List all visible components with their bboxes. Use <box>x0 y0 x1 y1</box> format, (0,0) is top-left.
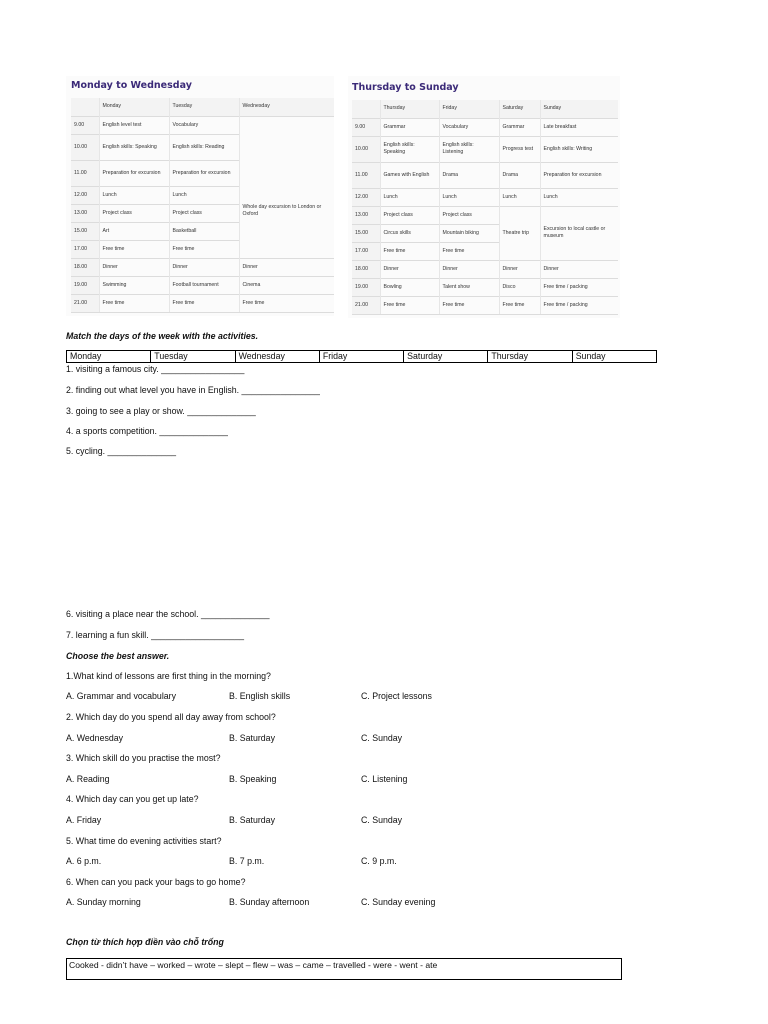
question-text: 4. Which day can you get up late? <box>66 794 199 804</box>
day-cell: Tuesday <box>151 351 235 363</box>
match-item: 6. visiting a place near the school. ______________ <box>66 609 270 619</box>
activity-cell: Dinner <box>380 260 439 278</box>
option-c: C. Sunday evening <box>361 897 436 907</box>
question-text: 5. What time do evening activities start? <box>66 836 222 846</box>
header-cell <box>352 100 380 118</box>
option-a: A. Reading <box>66 774 110 784</box>
activity-cell: Bowling <box>380 278 439 296</box>
time-cell: 19.00 <box>71 276 99 294</box>
option-a: A. Sunday morning <box>66 897 141 907</box>
option-c: C. Project lessons <box>361 691 432 701</box>
schedule-thursday-sunday <box>348 76 620 318</box>
days-table <box>66 350 657 363</box>
time-cell: 19.00 <box>352 278 380 296</box>
activity-cell: Dinner <box>239 258 334 276</box>
day-cell: Sunday <box>572 351 656 363</box>
activity-cell: Dinner <box>169 258 239 276</box>
activity-cell: English skills: Listening <box>439 136 499 162</box>
header-cell: Tuesday <box>169 98 239 116</box>
day-cell: Friday <box>319 351 403 363</box>
time-cell: 21.00 <box>352 296 380 314</box>
day-cell: Wednesday <box>235 351 319 363</box>
match-item: 4. a sports competition. ______________ <box>66 426 228 436</box>
activity-cell: Talent show <box>439 278 499 296</box>
schedule-right-table <box>352 100 618 315</box>
option-b: B. Saturday <box>229 733 275 743</box>
activity-cell: Free time <box>169 240 239 258</box>
schedule-right-title: Thursday to Sunday <box>352 82 459 93</box>
time-cell: 15.00 <box>352 224 380 242</box>
activity-cell: Project class <box>99 204 169 222</box>
activity-cell: Lunch <box>540 188 618 206</box>
activity-cell: Free time <box>439 242 499 260</box>
time-cell: 17.00 <box>352 242 380 260</box>
option-c: C. 9 p.m. <box>361 856 397 866</box>
activity-cell: Free time <box>380 296 439 314</box>
activity-cell: Lunch <box>99 186 169 204</box>
activity-cell: Dinner <box>540 260 618 278</box>
activity-cell: English skills: Speaking <box>380 136 439 162</box>
time-cell: 18.00 <box>352 260 380 278</box>
activity-cell: Dinner <box>99 258 169 276</box>
activity-cell: English skills: Speaking <box>99 134 169 160</box>
question-text: 3. Which skill do you practise the most? <box>66 753 221 763</box>
option-a: A. Friday <box>66 815 102 825</box>
time-cell: 10.00 <box>352 136 380 162</box>
activity-cell: English skills: Reading <box>169 134 239 160</box>
activity-cell: Vocabulary <box>169 116 239 134</box>
activity-cell: Lunch <box>169 186 239 204</box>
option-b: B. 7 p.m. <box>229 856 265 866</box>
activity-cell: Lunch <box>380 188 439 206</box>
header-cell: Monday <box>99 98 169 116</box>
match-item: 5. cycling. ______________ <box>66 446 177 456</box>
option-a: A. Grammar and vocabulary <box>66 691 177 701</box>
activity-cell: Grammar <box>380 118 439 136</box>
header-cell: Sunday <box>540 100 618 118</box>
schedule-monday-wednesday <box>66 76 334 316</box>
time-cell: 18.00 <box>71 258 99 276</box>
question-text: 1.What kind of lessons are first thing in the morning? <box>66 671 271 681</box>
header-cell: Saturday <box>499 100 540 118</box>
activity-cell: Progress test <box>499 136 540 162</box>
time-cell: 9.00 <box>71 116 99 134</box>
header-cell: Wednesday <box>239 98 334 116</box>
question-text: 2. Which day do you spend all day away from school? <box>66 712 276 722</box>
match-item: 3. going to see a play or show. ______________ <box>66 406 256 416</box>
time-cell: 9.00 <box>352 118 380 136</box>
activity-cell-merged: Theatre trip <box>499 206 540 260</box>
activity-cell: Free time <box>499 296 540 314</box>
option-c: C. Sunday <box>361 815 403 825</box>
option-b: B. Saturday <box>229 815 275 825</box>
header-cell: Friday <box>439 100 499 118</box>
match-item: 1. visiting a famous city. _________________ <box>66 364 245 374</box>
activity-cell: Free time <box>380 242 439 260</box>
activity-cell: Circus skills <box>380 224 439 242</box>
schedule-left-table <box>71 98 334 313</box>
activity-cell: English level test <box>99 116 169 134</box>
activity-cell: Disco <box>499 278 540 296</box>
option-c: C. Sunday <box>361 733 403 743</box>
match-item: 2. finding out what level you have in English. ________________ <box>66 385 320 395</box>
word-bank: Cooked - didn’t have – worked – wrote – slept – flew – was – came – travelled - were - went - ate <box>66 958 622 980</box>
activity-cell: Free time <box>439 296 499 314</box>
activity-cell: Free time <box>99 294 169 312</box>
activity-cell: Lunch <box>499 188 540 206</box>
activity-cell: Grammar <box>499 118 540 136</box>
activity-cell: Cinema <box>239 276 334 294</box>
activity-cell: English skills: Writing <box>540 136 618 162</box>
activity-cell: Games with English <box>380 162 439 188</box>
activity-cell: Drama <box>499 162 540 188</box>
activity-cell: Swimming <box>99 276 169 294</box>
header-cell: Thursday <box>380 100 439 118</box>
activity-cell: Basketball <box>169 222 239 240</box>
time-cell: 13.00 <box>71 204 99 222</box>
match-item: 7. learning a fun skill. ___________________ <box>66 630 245 640</box>
time-cell: 21.00 <box>71 294 99 312</box>
activity-cell-merged: Excursion to local castle or museum <box>540 206 618 260</box>
activity-cell: Free time / packing <box>540 278 618 296</box>
time-cell: 11.00 <box>352 162 380 188</box>
activity-cell: Preparation for excursion <box>99 160 169 186</box>
day-cell: Monday <box>67 351 151 363</box>
time-cell: 15.00 <box>71 222 99 240</box>
activity-cell: Free time / packing <box>540 296 618 314</box>
option-b: B. English skills <box>229 691 291 701</box>
header-cell <box>71 98 99 116</box>
option-a: A. Wednesday <box>66 733 124 743</box>
activity-cell: Free time <box>99 240 169 258</box>
match-heading: Match the days of the week with the activities. <box>66 331 259 341</box>
activity-cell: Dinner <box>439 260 499 278</box>
option-a: A. 6 p.m. <box>66 856 102 866</box>
activity-cell: Preparation for excursion <box>540 162 618 188</box>
schedule-left-title: Monday to Wednesday <box>71 80 192 91</box>
time-cell: 13.00 <box>352 206 380 224</box>
question-text: 6. When can you pack your bags to go home? <box>66 877 246 887</box>
activity-cell: Dinner <box>499 260 540 278</box>
time-cell: 12.00 <box>71 186 99 204</box>
activity-cell: Project class <box>380 206 439 224</box>
activity-cell: Free time <box>239 294 334 312</box>
activity-cell: Drama <box>439 162 499 188</box>
time-cell: 12.00 <box>352 188 380 206</box>
option-c: C. Listening <box>361 774 408 784</box>
activity-cell: Late breakfast <box>540 118 618 136</box>
activity-cell: Football tournament <box>169 276 239 294</box>
activity-cell: Project class <box>169 204 239 222</box>
activity-cell: Lunch <box>439 188 499 206</box>
choose-heading: Choose the best answer. <box>66 651 170 661</box>
activity-cell-merged: Whole day excursion to London or Oxford <box>239 116 334 258</box>
day-cell: Saturday <box>404 351 488 363</box>
time-cell: 17.00 <box>71 240 99 258</box>
time-cell: 11.00 <box>71 160 99 186</box>
activity-cell: Mountain biking <box>439 224 499 242</box>
day-cell: Thursday <box>488 351 572 363</box>
option-b: B. Speaking <box>229 774 277 784</box>
fill-heading: Chọn từ thích hợp điền vào chỗ trống <box>66 937 224 947</box>
activity-cell: Art <box>99 222 169 240</box>
activity-cell: Vocabulary <box>439 118 499 136</box>
option-b: B. Sunday afternoon <box>229 897 310 907</box>
time-cell: 10.00 <box>71 134 99 160</box>
activity-cell: Preparation for excursion <box>169 160 239 186</box>
activity-cell: Free time <box>169 294 239 312</box>
activity-cell: Project class <box>439 206 499 224</box>
